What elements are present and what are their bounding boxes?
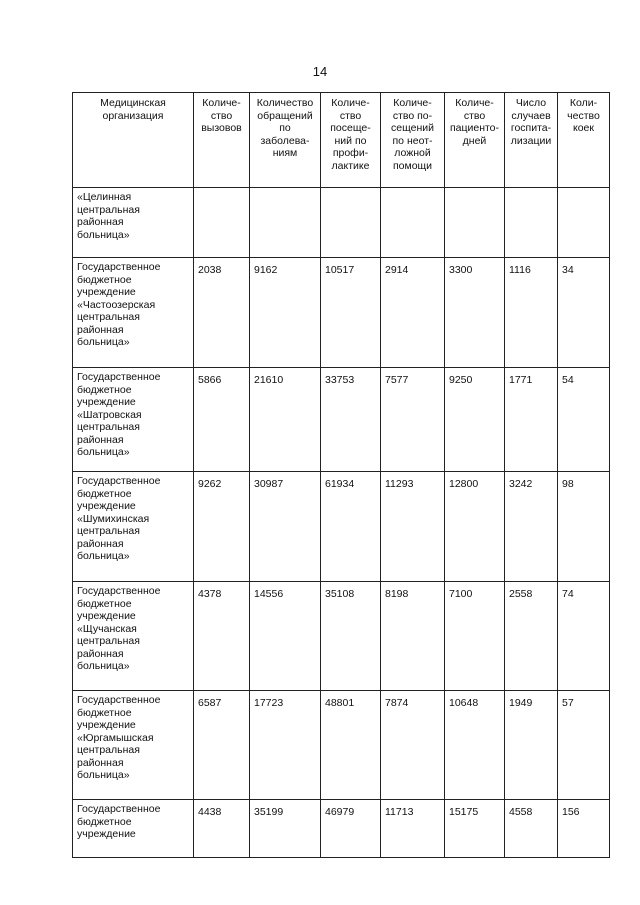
table-row bbox=[73, 188, 610, 258]
beds-cell: 156 bbox=[558, 800, 610, 858]
statistics-table bbox=[72, 92, 610, 858]
header-prevention-visits: Количе- ство посеще- ний по профи- лактике bbox=[321, 93, 381, 188]
disease-visits-cell: 21610 bbox=[250, 368, 321, 472]
table-row bbox=[73, 368, 610, 472]
disease-visits-cell: 35199 bbox=[250, 800, 321, 858]
header-urgent-care-visits: Количе- ство по- сещений по неот- ложной помощи bbox=[381, 93, 445, 188]
organization-cell: Государственное бюджетное учреждение «Шумихинская центральная районная больница» bbox=[73, 472, 194, 582]
header-beds: Коли- чество коек bbox=[558, 93, 610, 188]
hospitalizations-cell: 1116 bbox=[505, 258, 558, 368]
prevention-visits-cell: 33753 bbox=[321, 368, 381, 472]
urgent-care-visits-cell: 7577 bbox=[381, 368, 445, 472]
hospitalizations-cell bbox=[505, 188, 558, 258]
hospitalizations-cell: 1771 bbox=[505, 368, 558, 472]
disease-visits-cell: 30987 bbox=[250, 472, 321, 582]
hospitalizations-cell: 2558 bbox=[505, 582, 558, 691]
table-row bbox=[73, 691, 610, 800]
patient-days-cell: 3300 bbox=[445, 258, 505, 368]
calls-cell: 9262 bbox=[194, 472, 250, 582]
beds-cell: 54 bbox=[558, 368, 610, 472]
urgent-care-visits-cell: 2914 bbox=[381, 258, 445, 368]
beds-cell: 34 bbox=[558, 258, 610, 368]
calls-cell bbox=[194, 188, 250, 258]
patient-days-cell: 12800 bbox=[445, 472, 505, 582]
calls-cell: 4378 bbox=[194, 582, 250, 691]
hospitalizations-cell: 4558 bbox=[505, 800, 558, 858]
urgent-care-visits-cell: 11713 bbox=[381, 800, 445, 858]
organization-cell: Государственное бюджетное учреждение «Юргамышская центральная районная больница» bbox=[73, 691, 194, 800]
page-number: 14 bbox=[312, 64, 328, 79]
beds-cell: 74 bbox=[558, 582, 610, 691]
calls-cell: 5866 bbox=[194, 368, 250, 472]
hospitalizations-cell: 1949 bbox=[505, 691, 558, 800]
organization-cell: Государственное бюджетное учреждение «Шатровская центральная районная больница» bbox=[73, 368, 194, 472]
prevention-visits-cell: 48801 bbox=[321, 691, 381, 800]
disease-visits-cell: 9162 bbox=[250, 258, 321, 368]
organization-cell: Государственное бюджетное учреждение «Частоозерская центральная районная больница» bbox=[73, 258, 194, 368]
table-row bbox=[73, 582, 610, 691]
table-header-row bbox=[73, 93, 610, 188]
header-calls: Количе- ство вызовов bbox=[194, 93, 250, 188]
patient-days-cell: 15175 bbox=[445, 800, 505, 858]
header-patient-days: Количе- ство пациенто- дней bbox=[445, 93, 505, 188]
beds-cell: 98 bbox=[558, 472, 610, 582]
urgent-care-visits-cell bbox=[381, 188, 445, 258]
table-row bbox=[73, 800, 610, 858]
patient-days-cell: 9250 bbox=[445, 368, 505, 472]
organization-cell: Государственное бюджетное учреждение bbox=[73, 800, 194, 858]
calls-cell: 2038 bbox=[194, 258, 250, 368]
organization-cell: Государственное бюджетное учреждение «Щучанская центральная районная больница» bbox=[73, 582, 194, 691]
table-row bbox=[73, 258, 610, 368]
header-organization: Медицинская организация bbox=[73, 93, 194, 188]
patient-days-cell bbox=[445, 188, 505, 258]
header-hospitalizations: Число случаев госпита- лизации bbox=[505, 93, 558, 188]
disease-visits-cell bbox=[250, 188, 321, 258]
disease-visits-cell: 17723 bbox=[250, 691, 321, 800]
urgent-care-visits-cell: 11293 bbox=[381, 472, 445, 582]
prevention-visits-cell bbox=[321, 188, 381, 258]
prevention-visits-cell: 61934 bbox=[321, 472, 381, 582]
prevention-visits-cell: 10517 bbox=[321, 258, 381, 368]
table-row bbox=[73, 472, 610, 582]
calls-cell: 6587 bbox=[194, 691, 250, 800]
urgent-care-visits-cell: 7874 bbox=[381, 691, 445, 800]
urgent-care-visits-cell: 8198 bbox=[381, 582, 445, 691]
prevention-visits-cell: 35108 bbox=[321, 582, 381, 691]
header-disease-visits: Количество обращений по заболева- ниям bbox=[250, 93, 321, 188]
disease-visits-cell: 14556 bbox=[250, 582, 321, 691]
beds-cell: 57 bbox=[558, 691, 610, 800]
hospitalizations-cell: 3242 bbox=[505, 472, 558, 582]
patient-days-cell: 10648 bbox=[445, 691, 505, 800]
organization-cell: «Целинная центральная районная больница» bbox=[73, 188, 194, 258]
beds-cell bbox=[558, 188, 610, 258]
calls-cell: 4438 bbox=[194, 800, 250, 858]
prevention-visits-cell: 46979 bbox=[321, 800, 381, 858]
patient-days-cell: 7100 bbox=[445, 582, 505, 691]
